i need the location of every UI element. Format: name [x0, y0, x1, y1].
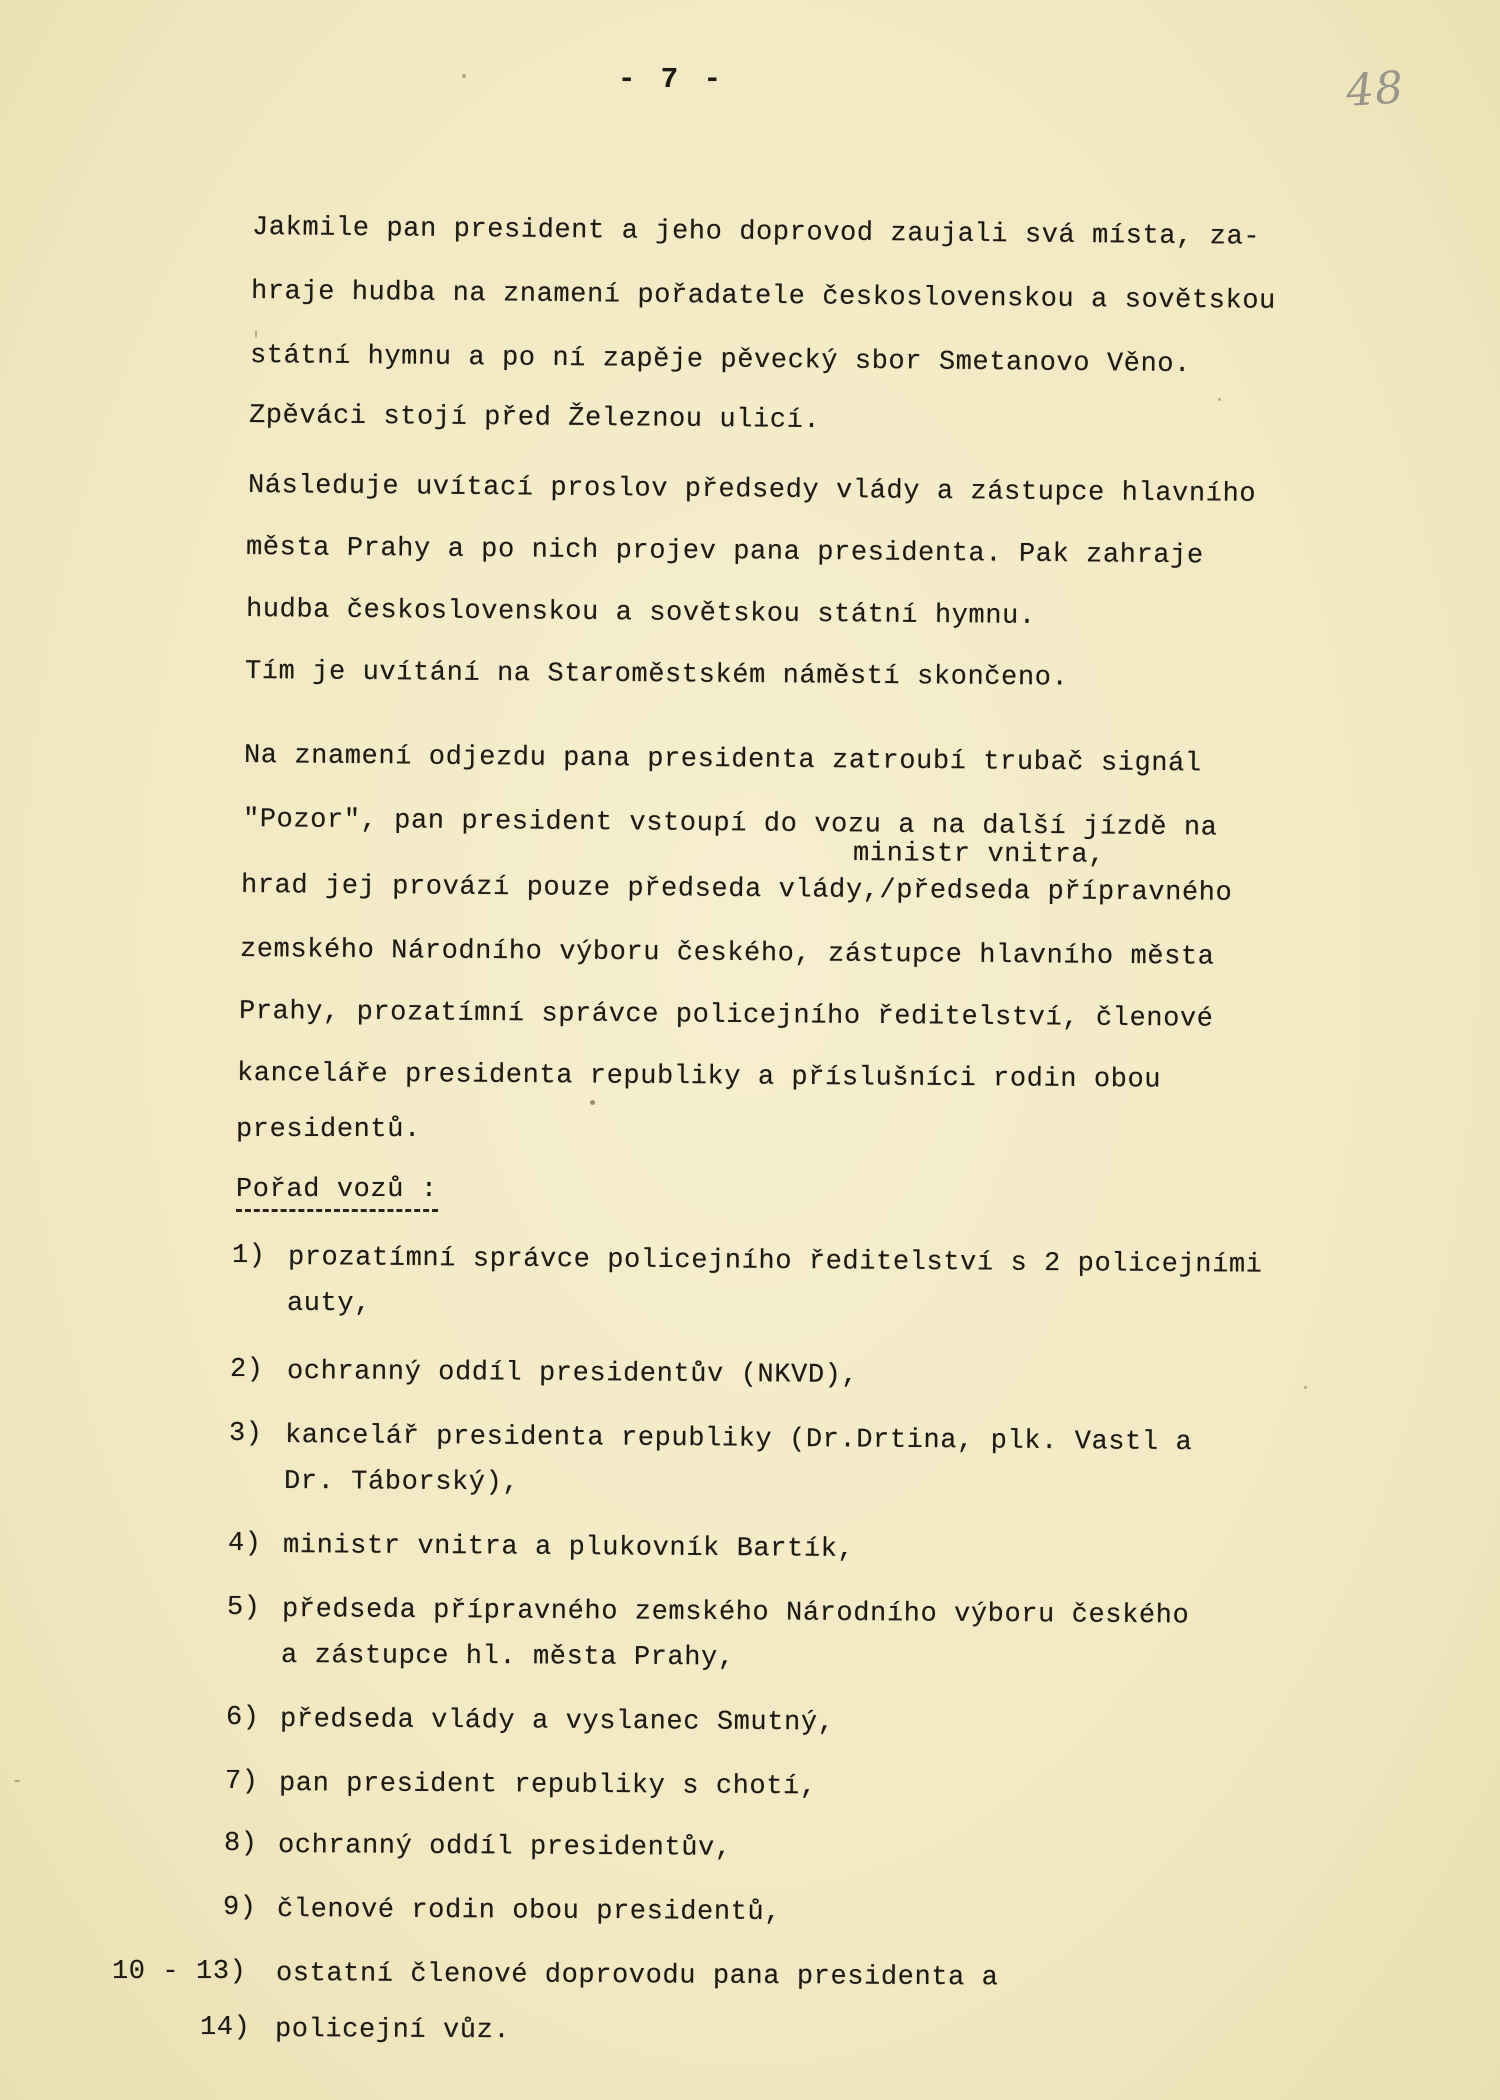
list-item-text: Dr. Táborský),	[283, 1467, 520, 1499]
list-item-text: kancelář presidenta republiky (Dr.Drtina, plk. Vastl a	[284, 1421, 1193, 1459]
text-line: Prahy, prozatímní správce policejního ředitelství, členové	[238, 997, 1214, 1035]
text-line: "Pozor", pan president vstoupí do vozu a na další jízdě na	[242, 805, 1218, 844]
text-line: kanceláře presidenta republiky a příslušníci rodin obou	[236, 1059, 1162, 1096]
text-line: Jakmile pan president a jeho doprovod zaujali svá místa, za-	[251, 213, 1261, 253]
list-number: 6)	[226, 1703, 260, 1733]
list-item-text: členové rodin obou presidentů,	[276, 1895, 782, 1929]
list-item-text: předseda vlády a vyslanec Smutný,	[279, 1705, 835, 1739]
list-number: 1)	[232, 1241, 266, 1271]
list-item-text: pan president republiky s chotí,	[278, 1769, 817, 1803]
text-line: hraje hudba na znamení pořadatele československou a sovětskou	[250, 277, 1277, 317]
list-item-text: ministr vnitra a plukovník Bartík,	[282, 1531, 855, 1565]
list-number: 8)	[224, 1829, 258, 1859]
list-number: 4)	[228, 1529, 262, 1559]
list-item-text: ochranný oddíl presidentův,	[277, 1831, 732, 1864]
list-number: 7)	[225, 1767, 259, 1797]
list-number: 14)	[200, 2013, 251, 2043]
paper-speck	[1218, 398, 1221, 401]
paper-speck	[255, 330, 257, 338]
list-item-text: ochranný oddíl presidentův (NKVD),	[286, 1357, 859, 1391]
interlinear-insertion: ministr vnitra,	[852, 839, 1106, 871]
section-heading: Pořad vozů :	[236, 1174, 438, 1212]
paper-speck	[14, 1780, 20, 1782]
list-number: 2)	[230, 1355, 264, 1385]
text-line: zemského Národního výboru českého, zástupce hlavního města	[239, 935, 1215, 973]
paper-speck	[462, 74, 466, 78]
list-number: 3)	[229, 1419, 263, 1449]
list-item-text: policejní vůz.	[274, 2015, 511, 2047]
paper-speck	[1304, 1386, 1307, 1389]
paper-speck	[590, 1100, 595, 1105]
list-item-text: ostatní členové doprovodu pana presidenta a	[275, 1959, 999, 1994]
text-line: Na znamení odjezdu pana presidenta zatroubí trubač signál	[243, 741, 1202, 780]
list-item-text: prozatímní správce policejního ředitelství s 2 policejními	[287, 1243, 1263, 1281]
text-line: presidentů.	[236, 1115, 421, 1145]
handwritten-folio-number: 48	[1344, 62, 1406, 117]
page-number: - 7 -	[618, 63, 726, 96]
text-line: hrad jej provází pouze předseda vlády,/předseda přípravného	[240, 871, 1233, 909]
text-line: státní hymnu a po ní zapěje pěvecký sbor Smetanovo Věno.	[249, 341, 1192, 381]
text-line: Následuje uvítací proslov předsedy vlády a zástupce hlavního	[247, 471, 1257, 510]
text-line: Zpěváci stojí před Železnou ulicí.	[248, 401, 821, 436]
text-line: města Prahy a po nich projev pana presidenta. Pak zahraje	[245, 533, 1204, 572]
list-item-text: a zástupce hl. města Prahy,	[280, 1641, 735, 1674]
list-number: 9)	[223, 1893, 257, 1923]
list-number: 5)	[227, 1593, 261, 1623]
text-line: Tím je uvítání na Staroměstském náměstí skončeno.	[244, 657, 1069, 694]
list-item-text: auty,	[287, 1289, 372, 1319]
list-item-text: předseda přípravného zemského Národního výboru českého	[281, 1595, 1190, 1632]
text-line: hudba československou a sovětskou státní hymnu.	[245, 595, 1036, 632]
list-number: 10 - 13)	[112, 1957, 247, 1987]
